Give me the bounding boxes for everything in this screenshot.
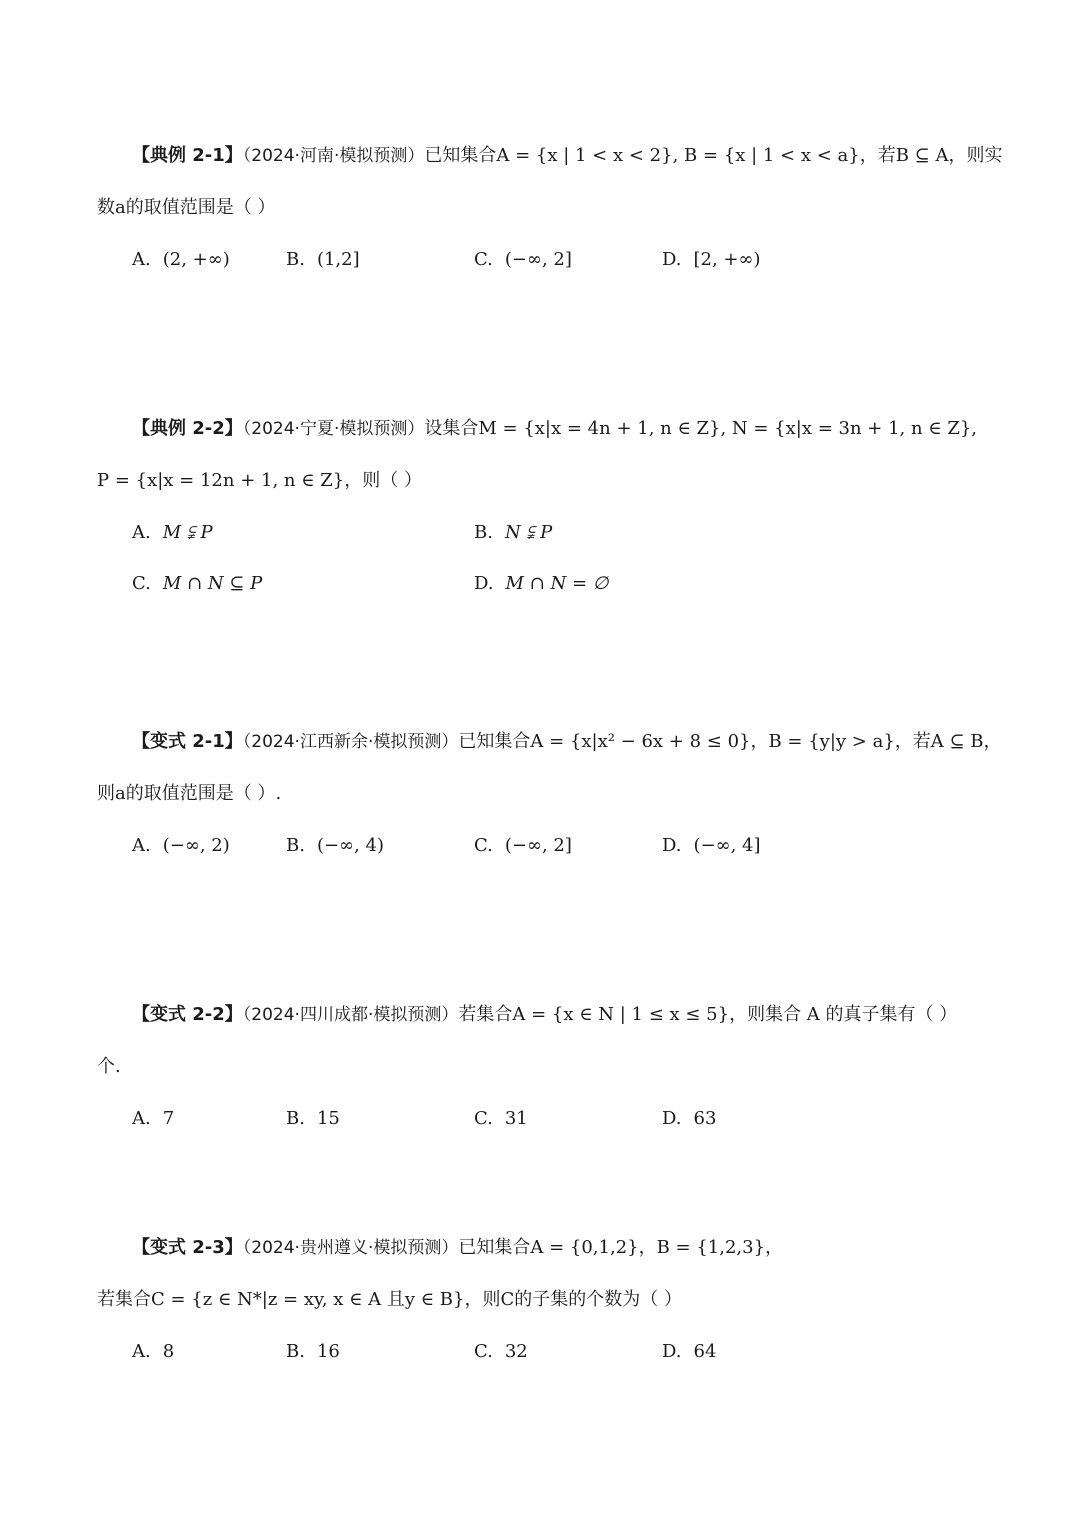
problem-text: 已知集合A = {x|x² − 6x + 8 ≤ 0}，B = {y|y > a}，若A ⊆ B， <box>458 731 1002 752</box>
problem-tag: 【典例 2-1】 <box>132 145 243 166</box>
option-text: (−∞, 2) <box>162 835 230 856</box>
option-c <box>474 1107 528 1131</box>
problem-stem-line-1 <box>132 144 1002 168</box>
problem-source: （2024·河南·模拟预测） <box>242 146 425 166</box>
option-letter: B. <box>286 249 305 270</box>
problem-text: 已知集合A = {0,1,2}，B = {1,2,3}， <box>458 1237 784 1258</box>
option-d <box>474 572 608 596</box>
option-a <box>132 521 213 545</box>
problem-tag: 【典例 2-2】 <box>132 418 243 439</box>
option-b <box>286 834 384 858</box>
option-text: (1,2] <box>316 249 360 270</box>
option-letter: A. <box>132 522 151 543</box>
option-text: 32 <box>504 1341 528 1362</box>
option-text: M ∩ N ⊆ P <box>162 573 263 594</box>
option-letter: D. <box>662 249 682 270</box>
problem-source: （2024·江西新余·模拟预测） <box>242 732 459 752</box>
problem-stem-line-2: 个. <box>97 1056 121 1077</box>
option-letter: C. <box>474 835 493 856</box>
option-text: M ⫋ P <box>162 522 213 543</box>
option-c <box>474 1340 528 1364</box>
option-a <box>132 1107 174 1131</box>
option-d <box>662 248 761 272</box>
option-text: 15 <box>316 1108 340 1129</box>
problem-text: 设集合M = {x|x = 4n + 1, n ∈ Z}, N = {x|x = 3n + 1, n ∈ Z}, <box>424 418 978 439</box>
option-letter: C. <box>474 1341 493 1362</box>
problem-stem-line-1 <box>132 417 977 441</box>
option-b <box>286 1107 340 1131</box>
problem-text: 已知集合A = {x | 1 < x < 2}, B = {x | 1 < x < a}，若B ⊆ A，则实 <box>424 145 1003 166</box>
option-text: M ∩ N = ∅ <box>505 573 609 594</box>
option-letter: C. <box>132 573 151 594</box>
problem-stem-line-1 <box>132 1236 783 1260</box>
option-letter: A. <box>132 249 151 270</box>
option-text: [2, +∞) <box>693 249 761 270</box>
problem-stem-line-2: 则a的取值范围是（ ）. <box>97 783 282 804</box>
option-text: 16 <box>316 1341 340 1362</box>
problem-stem-line-1 <box>132 1003 957 1027</box>
option-letter: B. <box>474 522 493 543</box>
option-letter: C. <box>474 249 493 270</box>
problem-tag: 【变式 2-1】 <box>132 731 243 752</box>
option-letter: B. <box>286 1341 305 1362</box>
option-letter: D. <box>662 1108 682 1129</box>
problem-source: （2024·四川成都·模拟预测） <box>242 1005 459 1025</box>
problem-tag: 【变式 2-3】 <box>132 1237 243 1258</box>
option-letter: A. <box>132 835 151 856</box>
option-text: 8 <box>162 1341 175 1362</box>
option-text: 7 <box>162 1108 175 1129</box>
option-letter: B. <box>286 1108 305 1129</box>
problem-stem-line-2: 若集合C = {z ∈ N*|z = xy, x ∈ A 且y ∈ B}，则C的子集的个数为（ ） <box>97 1289 682 1310</box>
option-letter: A. <box>132 1108 151 1129</box>
problem-stem-line-2: 数a的取值范围是（ ） <box>97 197 276 218</box>
option-text: 64 <box>693 1341 717 1362</box>
problem-source: （2024·宁夏·模拟预测） <box>242 419 425 439</box>
option-a <box>132 834 230 858</box>
option-d <box>662 834 761 858</box>
option-b <box>286 248 360 272</box>
option-text: 63 <box>693 1108 717 1129</box>
option-letter: C. <box>474 1108 493 1129</box>
option-a <box>132 1340 174 1364</box>
option-text: (2, +∞) <box>162 249 230 270</box>
option-text: (−∞, 2] <box>504 835 572 856</box>
problem-tag: 【变式 2-2】 <box>132 1004 243 1025</box>
problem-text: 若集合A = {x ∈ N | 1 ≤ x ≤ 5}，则集合 A 的真子集有（ ） <box>458 1004 958 1025</box>
option-c <box>132 572 262 596</box>
problem-stem-line-2: P = {x|x = 12n + 1, n ∈ Z}，则（ ） <box>97 470 422 491</box>
option-text: 31 <box>504 1108 528 1129</box>
option-text: N ⫋ P <box>504 522 553 543</box>
option-letter: D. <box>662 1341 682 1362</box>
option-a <box>132 248 230 272</box>
option-c <box>474 248 572 272</box>
option-letter: D. <box>474 573 494 594</box>
option-letter: B. <box>286 835 305 856</box>
option-letter: A. <box>132 1341 151 1362</box>
option-letter: D. <box>662 835 682 856</box>
option-d <box>662 1340 716 1364</box>
option-b <box>474 521 552 545</box>
option-text: (−∞, 4] <box>693 835 761 856</box>
option-b <box>286 1340 340 1364</box>
problem-source: （2024·贵州遵义·模拟预测） <box>242 1238 459 1258</box>
option-text: (−∞, 4) <box>316 835 384 856</box>
option-c <box>474 834 572 858</box>
option-text: (−∞, 2] <box>504 249 572 270</box>
option-d <box>662 1107 716 1131</box>
problem-stem-line-1 <box>132 730 1002 754</box>
